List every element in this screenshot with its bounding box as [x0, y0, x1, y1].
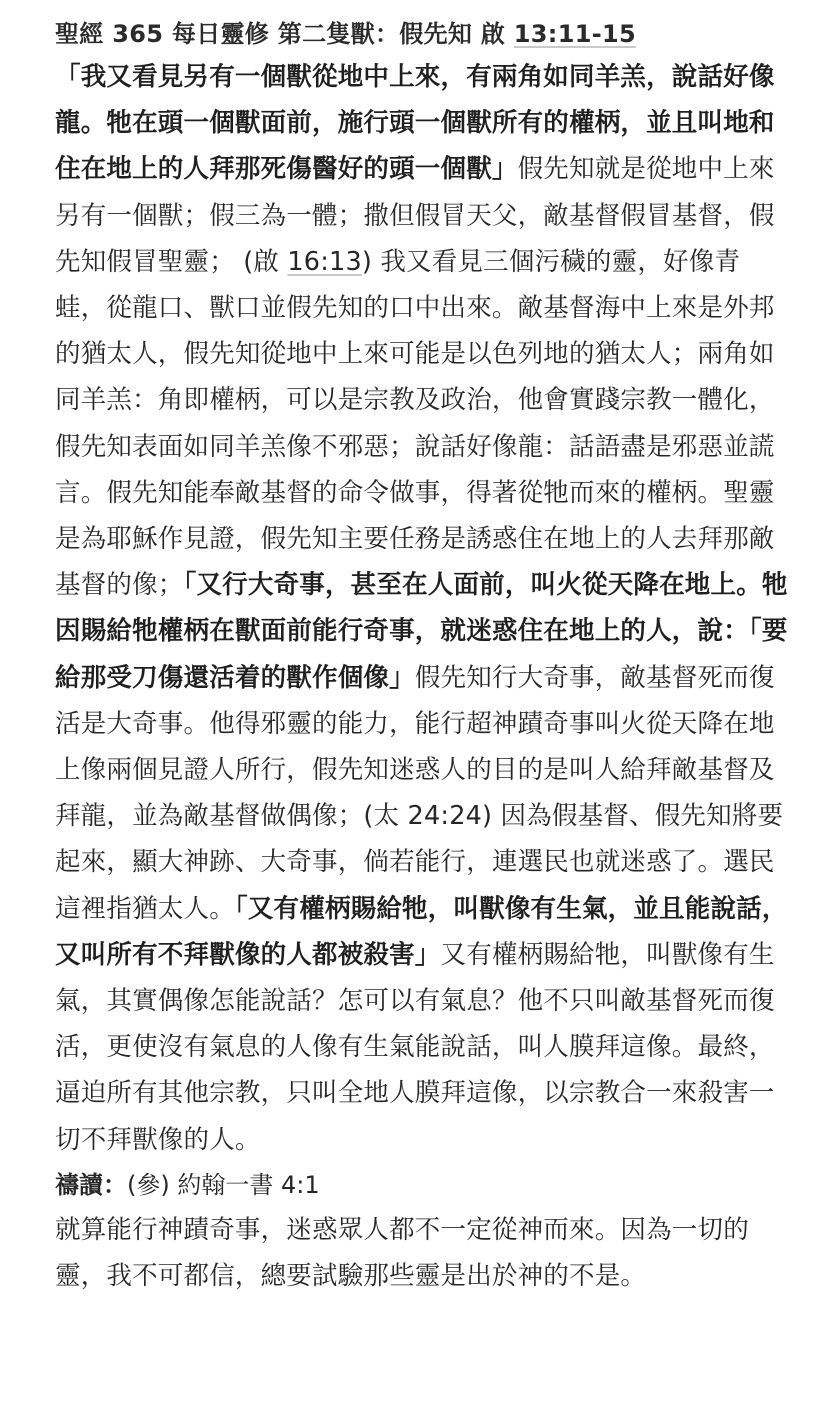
- commentary-3: 假先知行大奇事，敵基督死而復活是大奇事。他得邪靈的能力，能行超神蹟奇事叫火從天降在地上像兩個見證人所行，假先知迷惑人的目的是叫人給拜敵基督及拜龍，並為敵基督做偶像；(太 24:24) 因為假基督、假先知將要起來，顯大神跡、大奇事，倘若能行，連選民也就迷惑了。選民這裡指猶太人。: [55, 662, 784, 924]
- title-scripture-link[interactable]: 13:11-15: [513, 20, 636, 48]
- prayer-label: 禱讀：: [55, 1170, 127, 1199]
- title-prefix: 聖經 365 每日靈修 第二隻獸：假先知: [55, 20, 481, 48]
- prayer-text: 就算能行神蹟奇事，迷惑眾人都不一定從神而來。因為一切的靈，我不可都信，總要試驗那些靈是出於神的不是。: [55, 1214, 749, 1291]
- commentary-2: 我又看見三個污穢的靈，好像青蛙，從龍口、獸口並假先知的口中出來。敵基督海中上來是外邦的猶太人，假先知從地中上來可能是以色列地的猶太人；兩角如同羊羔：角即權柄，可以是宗教及政治，他會實踐宗教一體化，假先知表面如同羊羔像不邪惡；說話好像龍：話語盡是邪惡並謊言。假先知能奉敵基督的命令做事，得著從牠而來的權柄。聖靈是為耶穌作見證，假先知主要任務是誘惑住在地上的人去拜那敵基督的像；: [55, 246, 775, 601]
- prayer-heading: [55, 1163, 788, 1207]
- scripture-quote-3: 「又有權柄賜給牠，叫獸像有生氣，並且能說話，又叫所有不拜獸像的人都被殺害」: [55, 893, 788, 970]
- commentary-1: 假先知就是從地中上來另有一個獸；假三為一體；撒但假冒天父，敵基督假冒基督，假先知假冒聖靈；: [55, 154, 775, 277]
- scripture-quote-2: 「又行大奇事，甚至在人面前，叫火從天降在地上。牠因賜給牠權柄在獸面前能行奇事，就迷惑住在地上的人，說：「要給那受刀傷還活着的獸作個像」: [55, 570, 788, 693]
- prayer-reference: (參) 約翰一書 4:1: [127, 1170, 320, 1199]
- devotion-body: [55, 54, 788, 1163]
- title-ref-book: 啟: [480, 20, 514, 48]
- commentary-4: 又有權柄賜給牠，叫獸像有生氣，其實偶像怎能說話？怎可以有氣息？他不只叫敵基督死而復活，更使沒有氣息的人像有生氣能說話，叫人膜拜這像。最終，逼迫所有其他宗教，只叫全地人膜拜這像，以宗教合一來殺害一切不拜獸像的人。: [55, 939, 775, 1155]
- scripture-link-inline[interactable]: 16:13: [287, 246, 362, 277]
- page-title: [55, 14, 788, 54]
- ref-close: ): [361, 246, 373, 277]
- scripture-quote-1: 「我又看見另有一個獸從地中上來，有兩角如同羊羔，說話好像龍。牠在頭一個獸面前，施行頭一個獸所有的權柄，並且叫地和住在地上的人拜那死傷醫好的頭一個獸」: [55, 62, 775, 185]
- ref-open: (啟: [234, 246, 288, 277]
